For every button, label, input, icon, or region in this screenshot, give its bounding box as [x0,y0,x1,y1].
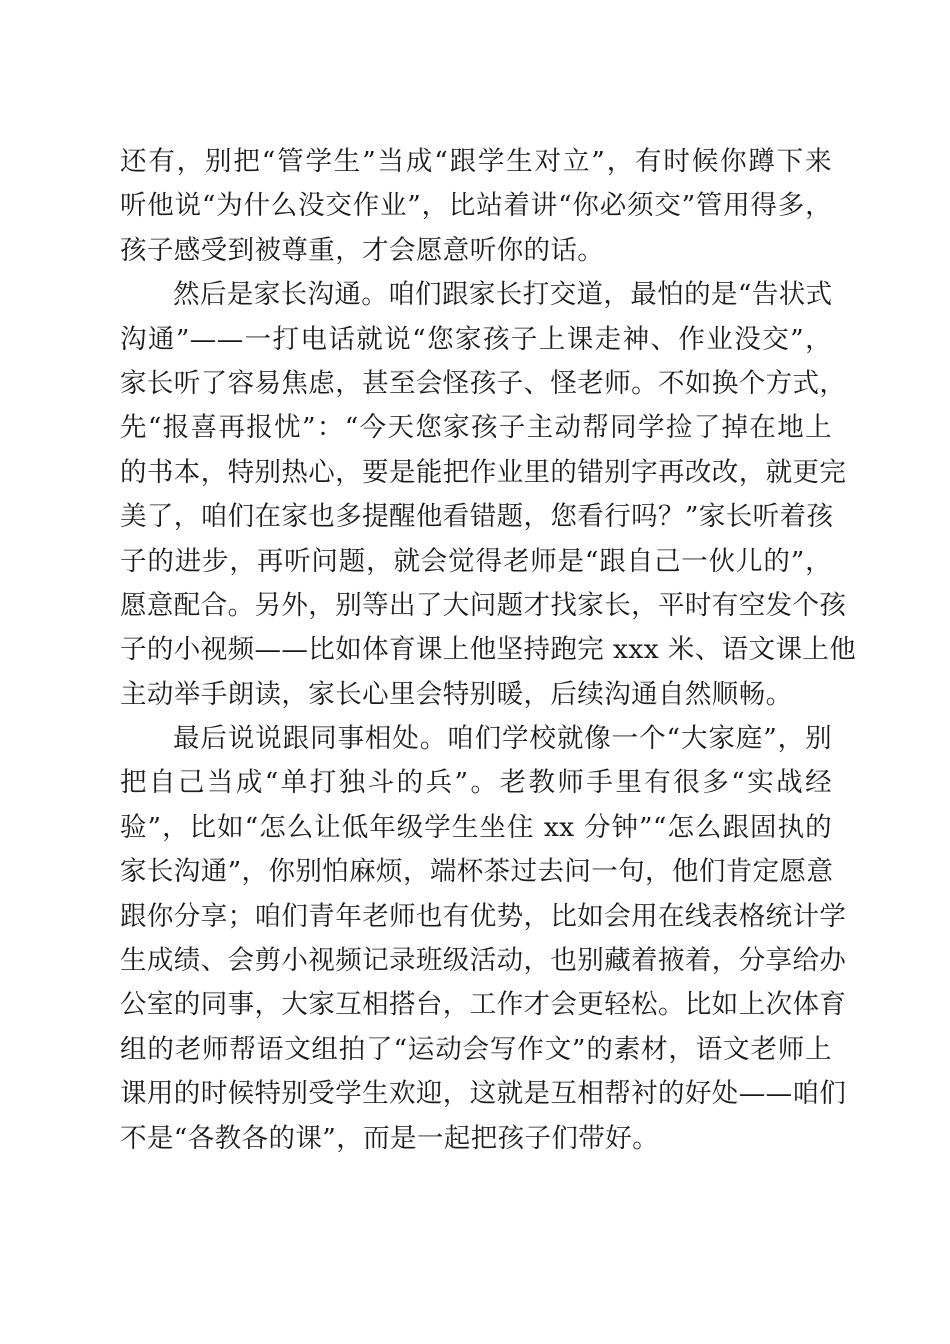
text-line: 家长听了容易焦虑，甚至会怪孩子、怪老师。不如换个方式， [120,367,847,399]
text-line: 愿意配合。另外，别等出了大问题才找家长，平时有空发个孩 [120,589,847,621]
text-line: 孩子感受到被尊重，才会愿意听你的话。 [120,234,605,266]
text-line: 跟你分享；咱们青年老师也有优势，比如会用在线表格统计学 [120,900,847,932]
text-line: 最后说说跟同事相处。咱们学校就像一个“大家庭”，别 [173,723,832,755]
text-line: 公室的同事，大家互相搭台，工作才会更轻松。比如上次体育 [120,989,847,1021]
paragraph-2 [120,273,857,717]
text-line: 听他说“为什么没交作业”，比站着讲“你必须交”管用得多， [120,190,832,222]
text-line: 组的老师帮语文组拍了“运动会写作文”的素材，语文老师上 [120,1033,832,1065]
text-line: 的书本，特别热心，要是能把作业里的错别字再改改，就更完 [120,456,847,488]
text-line: 验”，比如“怎么让低年级学生坐住 xx 分钟”“怎么跟固执的 [120,811,832,843]
text-line: 课用的时候特别受学生欢迎，这就是互相帮衬的好处——咱们 [120,1078,847,1110]
document-body [120,140,857,1161]
text-line: 不是“各教各的课”，而是一起把孩子们带好。 [120,1122,659,1154]
text-line: 子的进步，再听问题，就会觉得老师是“跟自己一伙儿的”， [120,545,832,577]
text-line: 先“报喜再报忧”：“今天您家孩子主动帮同学捡了掉在地上 [120,412,832,444]
text-line: 沟通”——一打电话就说“您家孩子上课走神、作业没交”， [120,323,832,355]
paragraph-1 [120,140,832,273]
text-line: 家长沟通”，你别怕麻烦，端杯茶过去问一句，他们肯定愿意 [120,856,834,888]
text-line: 把自己当成“单打独斗的兵”。老教师手里有很多“实战经 [120,767,832,799]
paragraph-3 [120,717,847,1161]
text-line: 还有，别把“管学生”当成“跟学生对立”，有时候你蹲下来 [120,146,832,177]
text-line: 生成绩、会剪小视频记录班级活动，也别藏着掖着，分享给办 [120,945,847,977]
text-line: 主动举手朗读，家长心里会特别暖，后续沟通自然顺畅。 [120,678,793,710]
text-line: 子的小视频——比如体育课上他坚持跑完 xxx 米、语文课上他 [120,634,857,666]
text-line: 然后是家长沟通。咱们跟家长打交道，最怕的是“告状式 [173,279,833,311]
text-line: 美了，咱们在家也多提醒他看错题，您看行吗？”家长听着孩 [120,501,834,533]
